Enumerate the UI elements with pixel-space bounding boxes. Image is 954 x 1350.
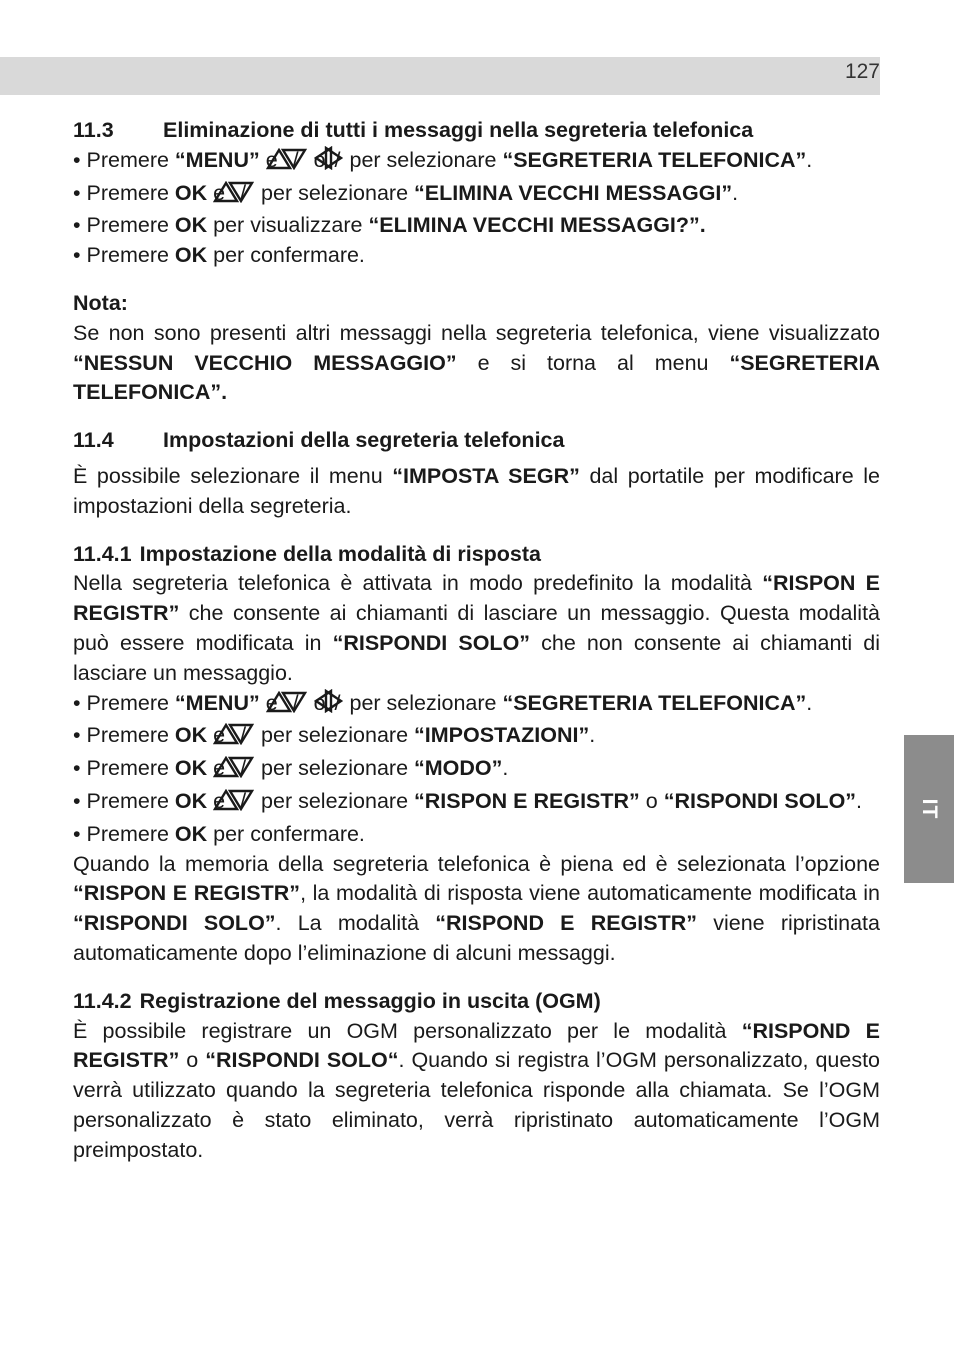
bullet-step: • Premere “MENU” e / o / per selezionare “SEGRETERIA TELEFONICA”. <box>73 689 880 722</box>
header-bar <box>0 57 880 95</box>
page-content <box>73 116 880 1166</box>
down-triangle-icon <box>300 148 307 179</box>
bullet-step: • Premere OK per confermare. <box>73 821 365 846</box>
section-heading-11-4-1: 11.4.1 Impostazione della modalità di risposta <box>73 541 542 566</box>
language-tab-label: IT <box>918 798 941 820</box>
bullet-step: • Premere OK e / per selezionare “IMPOSTAZIONI”. <box>73 721 880 754</box>
down-triangle-icon <box>300 691 307 722</box>
section-heading-11-3: 11.3 Eliminazione di tutti i messaggi nella segreteria telefonica <box>73 118 754 142</box>
bullet-step: • Premere OK e / per selezionare “MODO”. <box>73 754 880 787</box>
bullet-step: • Premere OK e / per selezionare “RISPON E REGISTR” o “RISPONDI SOLO”. <box>73 787 880 820</box>
language-tab <box>904 735 954 883</box>
down-triangle-icon <box>247 181 254 212</box>
note-label: Nota: <box>73 290 128 315</box>
section-heading-11-4: 11.4 Impostazioni della segreteria telefonica <box>73 428 565 453</box>
paragraph: È possibile registrare un OGM personalizzato per le modalità “RISPOND E REGISTR” o “RISPONDI SOLO“. Quando si registra l’OGM personalizzato, questo verrà utilizzato quando la segreteria telefonica risponde alla chiamata. Se l’OGM personalizzato è stato eliminato, verrà ripristinato automaticamente l’OGM preimpostato. <box>73 1018 881 1162</box>
bullet-step: • Premere “MENU” e / o / per selezionare “SEGRETERIA TELEFONICA”. <box>73 146 880 179</box>
right-triangle-icon <box>342 689 343 722</box>
bullet-step: • Premere OK e / per selezionare “ELIMINA VECCHI MESSAGGI”. <box>73 179 880 212</box>
bullet-step: • Premere OK per confermare. <box>73 243 365 268</box>
down-triangle-icon <box>247 723 254 754</box>
paragraph: È possibile selezionare il menu “IMPOSTA SEGR” dal portatile per modificare le impostazioni della segreteria. <box>73 463 880 518</box>
section-heading-11-4-2: 11.4.2 Registrazione del messaggio in uscita (OGM) <box>73 988 601 1013</box>
page-number: 127 <box>844 60 880 83</box>
note-text: Se non sono presenti altri messaggi nella segreteria telefonica, viene visualizzato “NESSUN VECCHIO MESSAGGIO” e si torna al menu “SEGRETERIA TELEFONICA”. <box>73 320 880 405</box>
paragraph: Quando la memoria della segreteria telefonica è piena ed è selezionata l’opzione “RISPON E REGISTR”, la modalità di risposta viene automaticamente modificata in “RISPONDI SOLO”. La modalità “RISPOND E REGISTR” viene ripristinata automaticamente dopo l’eliminazione di alcuni messaggi. <box>73 851 880 965</box>
down-triangle-icon <box>247 789 254 820</box>
bullet-step: • Premere OK per visualizzare “ELIMINA VECCHI MESSAGGI?”. <box>73 213 706 238</box>
paragraph: Nella segreteria telefonica è attivata in modo predefinito la modalità “RISPON E REGISTR” che consente ai chiamanti di lasciare un messaggio. Questa modalità può essere modificata in “RISPONDI SOLO” che non consente ai chiamanti di lasciare un messaggio. <box>73 571 880 685</box>
right-triangle-icon <box>342 146 343 179</box>
down-triangle-icon <box>247 756 254 787</box>
